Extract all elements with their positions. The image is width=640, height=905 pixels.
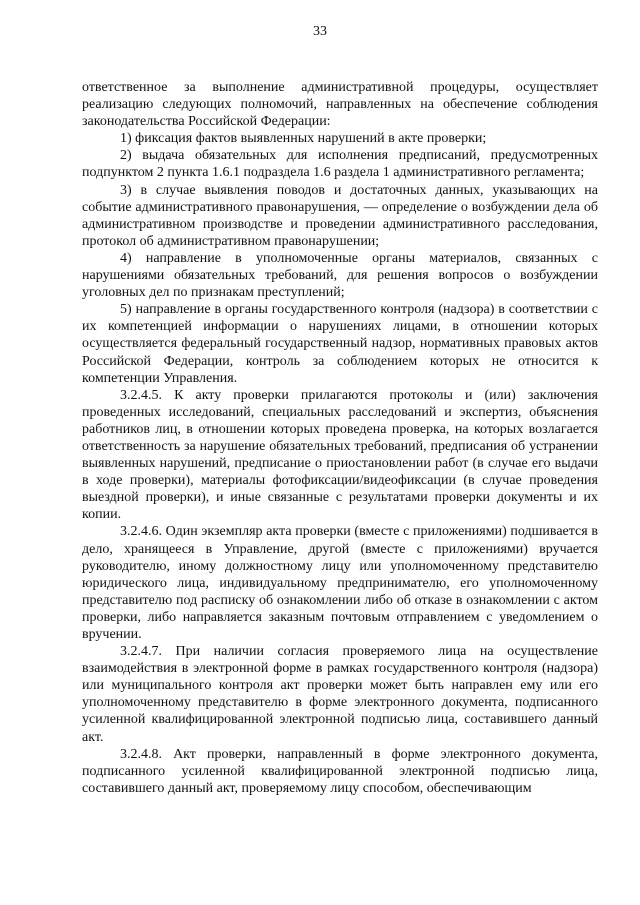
clause-3-2-4-6: 3.2.4.6. Один экземпляр акта проверки (вместе с приложениями) подшивается в дело, хранящееся в Управление, другой (вместе с приложениями) вручается руководителю, иному должностному лицу или уполномоченному представителю юридического лица, индивидуальному предпринимателю, его уполномоченному представителю под расписку об ознакомлении либо об отказе в ознакомлении с актом проверки, либо направляется заказным почтовым отправлением с уведомлением о вручении. bbox=[82, 524, 598, 642]
body-text bbox=[82, 79, 598, 797]
list-item-2: 2) выдача обязательных для исполнения предписаний, предусмотренных подпунктом 2 пункта 1.6.1 подраздела 1.6 раздела 1 административного регламента; bbox=[82, 148, 598, 181]
list-item-1: 1) фиксация фактов выявленных нарушений в акте проверки; bbox=[120, 131, 487, 147]
list-item-4: 4) направление в уполномоченные органы материалов, связанных с нарушениями обязательных требований, для решения вопросов о возбуждении уголовных дел по признакам преступлений; bbox=[82, 250, 598, 301]
clause-3-2-4-5: 3.2.4.5. К акту проверки прилагаются протоколы и (или) заключения проведенных исследований, специальных расследований и экспертиз, объяснения работников лиц, в отношении которых проведена проверка, на которых возлагается ответственность за нарушение обязательных требований, предписания об устранении выявленных нарушений, предписание о приостановлении работ (в случае его выдачи в ходе проверки), материалы фотофиксации/видеофиксации (в случае проведения выездной проверки), и иные связанные с результатами проверки документы и их копии. bbox=[82, 387, 598, 523]
clause-3-2-4-7: 3.2.4.7. При наличии согласия проверяемого лица на осуществление взаимодействия в электронной форме в рамках государственного контроля (надзора) или муниципального контроля акт проверки может быть направлен ему или его уполномоченному представителю в форме электронного документа, подписанного усиленной квалифицированной электронной подписью лица, составившего данный акт. bbox=[82, 644, 598, 745]
paragraph-continuation: ответственное за выполнение административной процедуры, осуществляет реализацию следующих полномочий, направленных на обеспечение соблюдения законодательства Российской Федерации: bbox=[82, 80, 598, 130]
list-item-3: 3) в случае выявления поводов и достаточных данных, указывающих на событие административного правонарушения, — определение о возбуждении дела об административном производстве и проведении административного расследования, протокол об административном правонарушении; bbox=[82, 182, 598, 249]
list-item-5: 5) направление в органы государственного контроля (надзора) в соответствии с их компетенцией информации о нарушениях лицами, в отношении которых осуществляется федеральный государственный надзор, нормативных правовых актов Российской Федерации, контроль за соблюдением которых не относится к компетенции Управления. bbox=[82, 302, 598, 386]
page-number: 33 bbox=[313, 24, 327, 39]
clause-3-2-4-8: 3.2.4.8. Акт проверки, направленный в форме электронного документа, подписанного усиленной квалифицированной электронной подписью лица, составившего данный акт, проверяемому лицу способом, обеспечивающим bbox=[82, 746, 598, 796]
